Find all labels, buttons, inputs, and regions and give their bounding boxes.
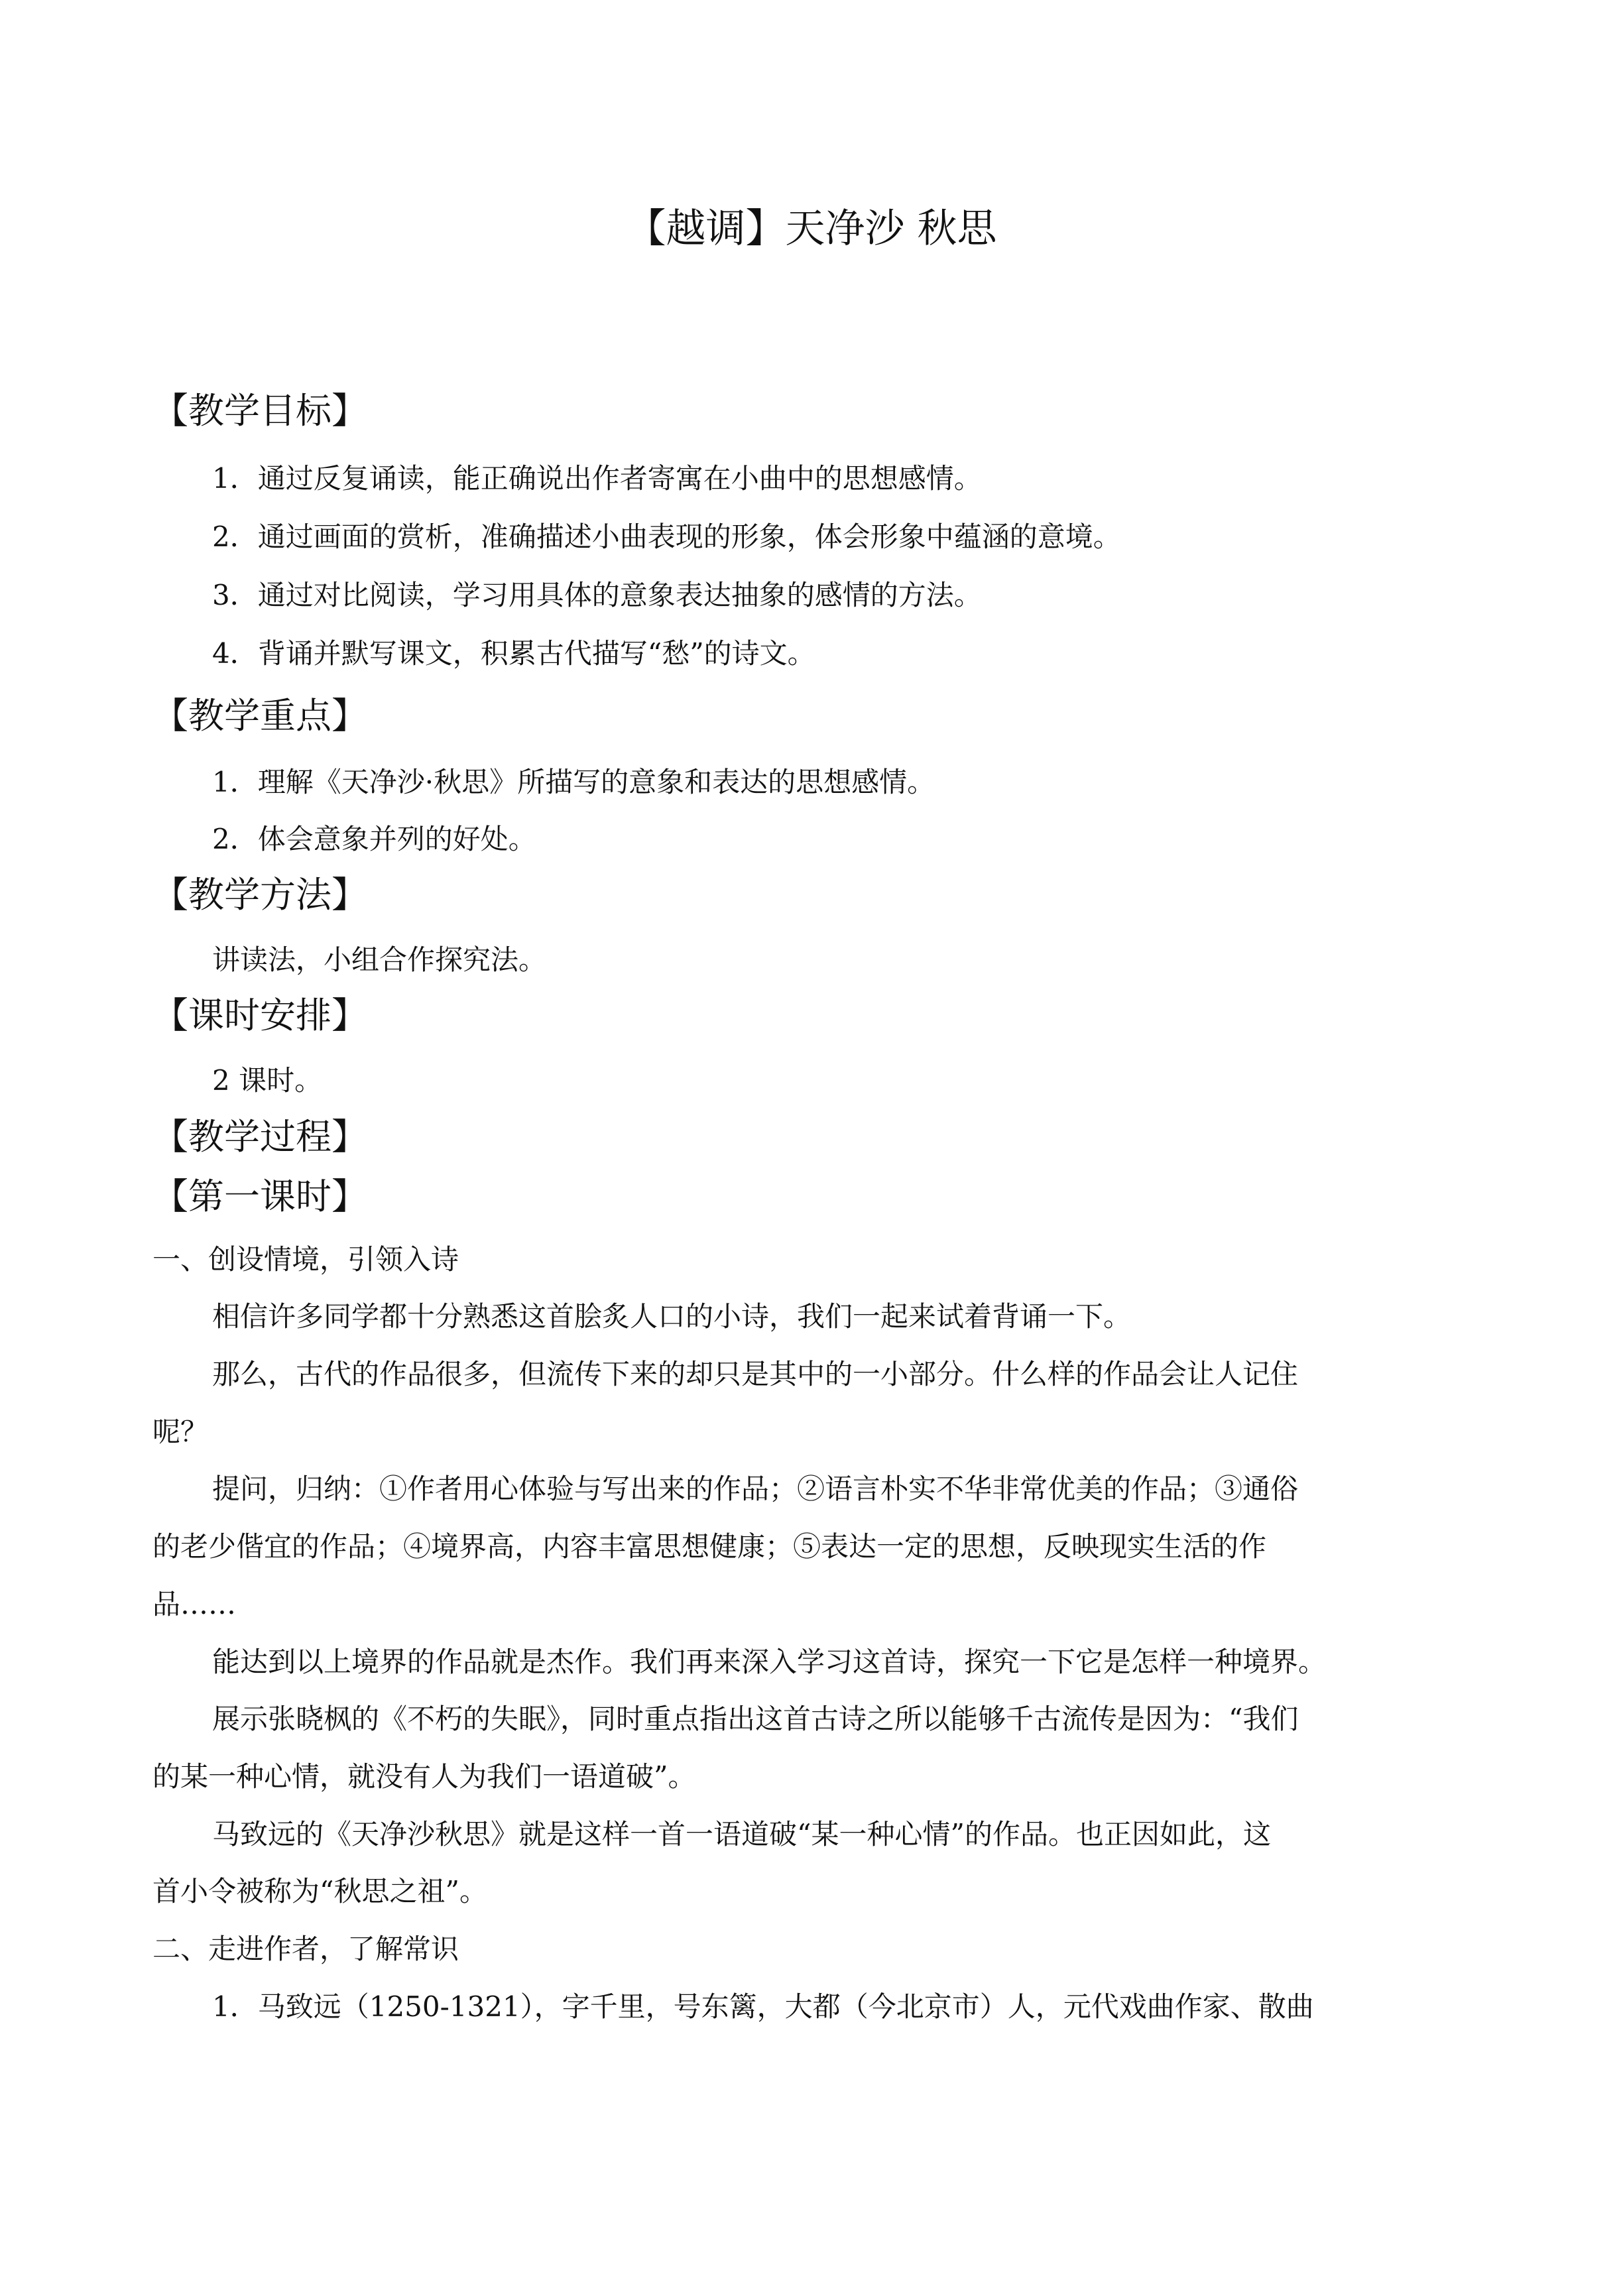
- methods-text: 讲读法，小组合作探究法。: [212, 943, 547, 976]
- key-point-item-1: 1．理解《天净沙·秋思》所描写的意象和表达的思想感情。: [212, 766, 935, 798]
- methods-heading: 【教学方法】: [152, 874, 367, 916]
- objectives-heading: 【教学目标】: [152, 390, 367, 432]
- objective-item-3: 3．通过对比阅读，学习用具体的意象表达抽象的感情的方法。: [212, 579, 982, 611]
- section-1-title: 一、创设情境，引领入诗: [152, 1243, 459, 1276]
- section-1-paragraph-5-line-2: 的某一种心情，就没有人为我们一语道破”。: [152, 1760, 696, 1793]
- section-1-paragraph-3-line-1: 提问，归纳：①作者用心体验与写出来的作品；②语言朴实不华非常优美的作品；③通俗: [212, 1473, 1299, 1505]
- schedule-heading: 【课时安排】: [152, 995, 367, 1036]
- section-1-paragraph-6-line-1: 马致远的《天净沙秋思》就是这样一首一语道破“某一种心情”的作品。也正因如此，这: [212, 1818, 1271, 1850]
- section-1-paragraph-3-line-2: 的老少偕宜的作品；④境界高，内容丰富思想健康；⑤表达一定的思想，反映现实生活的作: [152, 1530, 1267, 1563]
- process-heading: 【教学过程】: [152, 1116, 367, 1158]
- schedule-text: 2 课时。: [212, 1064, 323, 1097]
- objective-item-4: 4．背诵并默写课文，积累古代描写“愁”的诗文。: [212, 637, 815, 670]
- objective-item-1: 1．通过反复诵读，能正确说出作者寄寓在小曲中的思想感情。: [212, 462, 982, 495]
- objective-item-2: 2．通过画面的赏析，准确描述小曲表现的形象，体会形象中蕴涵的意境。: [212, 520, 1121, 553]
- section-1-paragraph-2-line-1: 那么，古代的作品很多，但流传下来的却只是其中的一小部分。什么样的作品会让人记住: [212, 1358, 1299, 1390]
- section-1-paragraph-4: 能达到以上境界的作品就是杰作。我们再来深入学习这首诗，探究一下它是怎样一种境界。: [212, 1646, 1327, 1678]
- section-1-paragraph-1: 相信许多同学都十分熟悉这首脍炙人口的小诗，我们一起来试着背诵一下。: [212, 1300, 1132, 1333]
- key-point-item-2: 2．体会意象并列的好处。: [212, 823, 536, 855]
- key-points-heading: 【教学重点】: [152, 695, 367, 737]
- section-2-title: 二、走进作者，了解常识: [152, 1933, 459, 1965]
- section-1-paragraph-3-line-3: 品……: [152, 1588, 237, 1620]
- section-1-paragraph-5-line-1: 展示张晓枫的《不朽的失眠》，同时重点指出这首古诗之所以能够千古流传是因为：“我们: [212, 1703, 1299, 1735]
- section-1-paragraph-2-line-2: 呢？: [152, 1416, 209, 1448]
- section-2-paragraph-1: 1．马致远（1250-1321），字千里，号东篱，大都（今北京市）人，元代戏曲作家、散曲: [212, 1990, 1314, 2023]
- lesson-one-heading: 【第一课时】: [152, 1176, 367, 1217]
- document-title: 【越调】天净沙 秋思: [626, 206, 997, 252]
- section-1-paragraph-6-line-2: 首小令被称为“秋思之祖”。: [152, 1875, 487, 1907]
